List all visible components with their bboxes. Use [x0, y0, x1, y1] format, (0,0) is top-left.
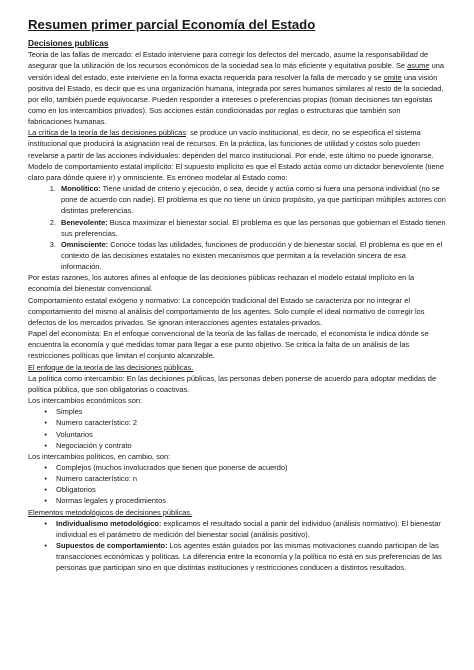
modelo-list — [28, 183, 446, 272]
list-item: • Numero característico: n — [28, 473, 446, 484]
list-item: • Negociación y contrato — [28, 440, 446, 451]
list-item: • Normas legales y procedimientos — [28, 495, 446, 506]
heading-enfoque: El enfoque de la teoría de las decisiones públicas. — [28, 362, 194, 372]
paragraph-exogeno: Comportamiento estatal exógeno y normativo: La concepción tradicional del Estado se caracteriza por no integrar el comportamiento del mismo al análisis del comportamiento de los agentes. Solo cumple el ideal normativo de corregir los defectos de los mercados privados. Se ignoran interacciones agentes estatales-privados. — [28, 295, 425, 327]
list-item: • Numero característico: 2 — [28, 417, 446, 428]
bullet-icon: • — [44, 518, 47, 528]
bullet-icon: • — [44, 440, 47, 450]
list-item: • Simples — [28, 406, 446, 417]
list-item: 1. Monolítico: Tiene unidad de criterio y ejecución, o sea, decide y actúa como si fuera una persona individual (no se pone de acuerdo con nadie). El problema es que no tiene un único propósito, ya que participan múltiples actores con distintas preferencias. — [49, 184, 446, 216]
heading-decisiones: Decisiones publicas — [28, 38, 109, 48]
paragraph-politica: La política como intercambio: En las decisiones públicas, las personas deben ponerse de acuerdo para adoptar medidas de política pública, que son obligatorias o coactivas. — [28, 373, 437, 394]
bullet-icon: • — [44, 541, 47, 551]
bullet-icon: • — [44, 496, 47, 506]
list-item: • Complejos (muchos involucrados que tienen que ponerse de acuerdo) — [28, 462, 446, 473]
list-item: 2. Benevolente: Busca maximizar el bienestar social. El problema es que las personas que gobiernan el Estado tienen sus preferencias. — [49, 217, 446, 238]
bullet-icon: • — [44, 462, 47, 472]
elementos-list — [28, 518, 446, 574]
paragraph-papel: Papel del economista: En el enfoque convencional de la teoría de las fallas de mercado, el economista le indica dónde se encuentra la economía y qué medidas tomar para llegar a ese punto objetivo. Se critica la falta de un análisis de las restricciones políticas que limitan el conjunto alcanzable. — [28, 329, 429, 361]
paragraph-intercambios-pol: Los intercambios políticos, en cambio, son: — [28, 451, 171, 461]
paragraph-intercambios-eco: Los intercambios económicos son: — [28, 396, 143, 406]
paragraph-fallas: Teoria de las fallas de mercado: el Estado interviene para corregir los defectos del mercado, asume la responsabilidad de asegurar que la utilización de los recursos económicos de la sociedad sea lo más eficiente y equitativa posible. Se asume una versión ideal del estado, este interviene en la forma exacta requerida para resolver la falla de mercado y se omite una visión positiva del Estado, es decir que es una organización humana, integrada por seres humanos similares al resto de la sociedad, por ello, también puede equivocarse. Pueden responder a intereses o preferencias propias (toman decisiones tan egoístas como en los intercambios privados). Sus acciones están condicionadas por reglas o estructuras que también son fabricaciones humanas. — [28, 50, 444, 127]
list-item: • Individualismo metodológico: explicamos el resultado social a partir del individuo (análisis normativo). El bienestar individual es el parámetro de medición del bienestar social (análisis positivo). — [28, 518, 446, 540]
bullet-icon: • — [44, 407, 47, 417]
bullet-icon: • — [44, 485, 47, 495]
heading-elementos: Elementos metodológicos de decisiones públicas. — [28, 507, 193, 517]
paragraph-modelo: Modelo de comportamiento estatal implícito: El supuesto implícito es que el Estado actúa como un dictador benevolente (tiene claro para dónde quiere ir) y omnisciente. Es erróneo modelar al Estado como: — [28, 161, 444, 182]
list-item: 3. Omnisciente: Conoce todas las utilidades, funciones de producción y de bienestar social. El problema es que en el contexto de las decisiones estatales no existen mecanismos que permitan a la revelación sincera de esa información. — [49, 239, 443, 272]
list-item: • Obligatorios — [28, 484, 446, 495]
bullet-icon: • — [44, 429, 47, 439]
document-title: Resumen primer parcial Economía del Estado — [28, 17, 316, 32]
paragraph-critica: La crítica de la teoría de las decisiones públicas: se produce un vacío institucional, es decir, no se especifica el sistema institucional que producirá la asignación real de recursos. En la práctica, las funciones de utilidad y costos solo pueden revelarse a partir de las acciones individuales: dependen del marco institucional. Por ende, este último no puede ignorarse. — [28, 128, 434, 160]
eco-list — [28, 406, 446, 451]
pol-list — [28, 462, 446, 507]
bullet-icon: • — [44, 418, 47, 428]
paragraph-por-estas: Por estas razones, los autores afines al enfoque de las decisiones públicas rechazan el modelo estatal implícito en la economía del bienestar convencional. — [28, 273, 415, 294]
bullet-icon: • — [44, 474, 47, 484]
list-item: • Supuestos de comportamiento: Los agentes están guiados por las mismas motivaciones cuando participan de las transacciones económicas y políticas. La diferencia entre la economía y la política no está en sus preferencias de las personas que participan sino en que distintas instituciones y restricciones conducen a distintos resultados. — [28, 540, 446, 573]
list-item: • Voluntarios — [28, 429, 446, 440]
